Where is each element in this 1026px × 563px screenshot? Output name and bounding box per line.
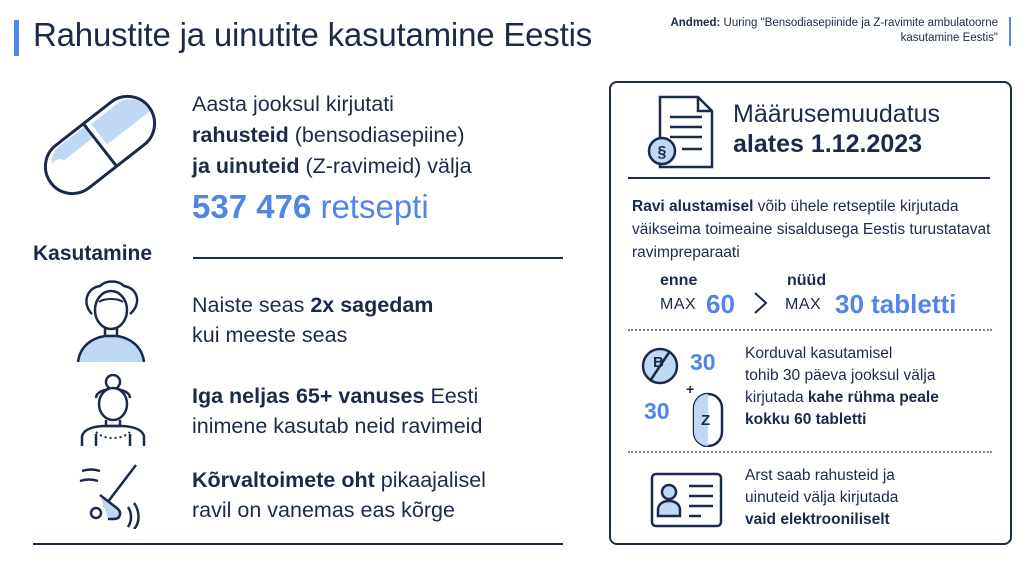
row-women-line-1 [192, 290, 433, 320]
benzodiazepine-letter: B [653, 354, 664, 371]
dotted-divider-2 [628, 451, 992, 453]
title-accent-bar [14, 20, 19, 56]
panel-title-line-2 [733, 129, 940, 159]
electronic-line-3 [745, 509, 1005, 531]
after-max-label: MAX [785, 296, 822, 313]
source-label: Andmed: [670, 17, 721, 29]
prescription-count [192, 188, 429, 226]
combo-icon [634, 342, 734, 447]
chevron-right-icon [749, 290, 771, 316]
repeat-use-line-4-bold: kokku 60 tabletti [745, 411, 867, 428]
before-max-value: 60 [706, 289, 735, 319]
panel-title-line-1: Määrusemuudatus [733, 100, 941, 128]
intro-bold-sedatives: rahusteid [192, 123, 289, 147]
source-text: Uuring "Bensodiasepiinide ja Z-ravimite ambulatoorne kasutamine Eestis" [723, 17, 998, 44]
pill-combo-shapes [634, 342, 734, 447]
intro-text [192, 89, 472, 182]
intro-hypnotics-detail: (Z-ravimeid) välja [299, 154, 472, 178]
z-drug-letter: Z [701, 412, 711, 429]
source-accent-bar [1009, 17, 1011, 46]
dotted-divider-1 [628, 329, 992, 331]
row-women-text [192, 290, 433, 350]
row-women-line-2: kui meeste seas [192, 323, 348, 347]
before-label: enne [660, 272, 698, 289]
prescription-number: 537 476 [192, 188, 312, 225]
before-max-label: MAX [660, 296, 697, 313]
pill-icon [30, 90, 170, 200]
panel-title [733, 99, 940, 159]
woman-icon [72, 280, 150, 364]
intro-sedatives-detail: (bensodiasepiine) [288, 123, 465, 147]
page-title: Rahustite ja uinutite kasutamine Eestis [33, 16, 593, 53]
intro-line-1: Aasta jooksul kirjutati [192, 92, 394, 116]
svg-text:§: § [657, 144, 667, 161]
starting-treatment-text [632, 195, 1002, 264]
electronic-line-3-bold: vaid elektrooniliselt [745, 511, 890, 528]
intro-line-2 [192, 120, 472, 151]
combo-bottom-value: 30 [644, 398, 670, 424]
electronic-prescription-text [745, 465, 1005, 531]
row-elderly-bold: Iga neljas 65+ vanuses [192, 384, 425, 408]
row-side-effects-line-2: ravil on vanemas eas kõrge [192, 498, 455, 522]
row-side-effects-line-1 [192, 465, 486, 495]
falling-cane-icon [78, 461, 144, 529]
repeat-use-line-3 [745, 387, 1005, 409]
repeat-use-text [745, 343, 1005, 431]
after-label: nüüd [787, 272, 827, 289]
row-side-effects-rest: pikaajalisel [374, 468, 486, 492]
row-women-bold: 2x sagedam [310, 293, 434, 317]
intro-line-3 [192, 151, 472, 182]
id-card-icon [649, 470, 724, 530]
bottom-divider [33, 543, 563, 545]
starting-treatment-bold: Ravi alustamisel [632, 198, 754, 215]
section-label-usage: Kasutamine [33, 242, 153, 265]
row-side-effects-text [192, 465, 486, 525]
row-elderly-text [192, 381, 482, 441]
row-side-effects-bold: Kõrvaltoimete oht [192, 468, 375, 492]
panel-divider [628, 177, 990, 179]
repeat-use-line-1: Korduval kasutamisel [745, 345, 893, 362]
repeat-use-line-2: tohib 30 päeva jooksul välja [745, 367, 936, 384]
starting-treatment-rest: võib ühele retseptile kirjutada väikseima toimeaine sisaldusega Eestis turustatavat ravimpreparaati [632, 198, 991, 261]
legal-document-icon [640, 93, 720, 171]
intro-bold-hypnotics: ja uinuteid [192, 154, 300, 178]
section-divider [193, 257, 563, 259]
electronic-line-1: Arst saab rahusteid ja [745, 467, 895, 484]
combo-top-value: 30 [690, 349, 716, 375]
repeat-use-line-3-bold: kahe rühma peale [807, 389, 939, 406]
panel-effective-date: alates 1.12.2023 [733, 130, 923, 158]
row-elderly-line-2: inimene kasutab neid ravimeid [192, 414, 483, 438]
source-note [668, 16, 998, 46]
repeat-use-line-3-lead: kirjutada [745, 389, 808, 406]
row-women-lead: Naiste seas [192, 293, 311, 317]
after-max-value: 30 tabletti [835, 289, 957, 319]
row-elderly-line-1 [192, 381, 482, 411]
repeat-use-line-4 [745, 409, 1005, 431]
svg-text:+: + [686, 381, 695, 397]
prescription-unit: retsepti [311, 188, 429, 225]
electronic-line-2: uinuteid välja kirjutada [745, 489, 899, 506]
elderly-woman-icon [74, 374, 152, 446]
row-elderly-rest: Eesti [424, 384, 479, 408]
